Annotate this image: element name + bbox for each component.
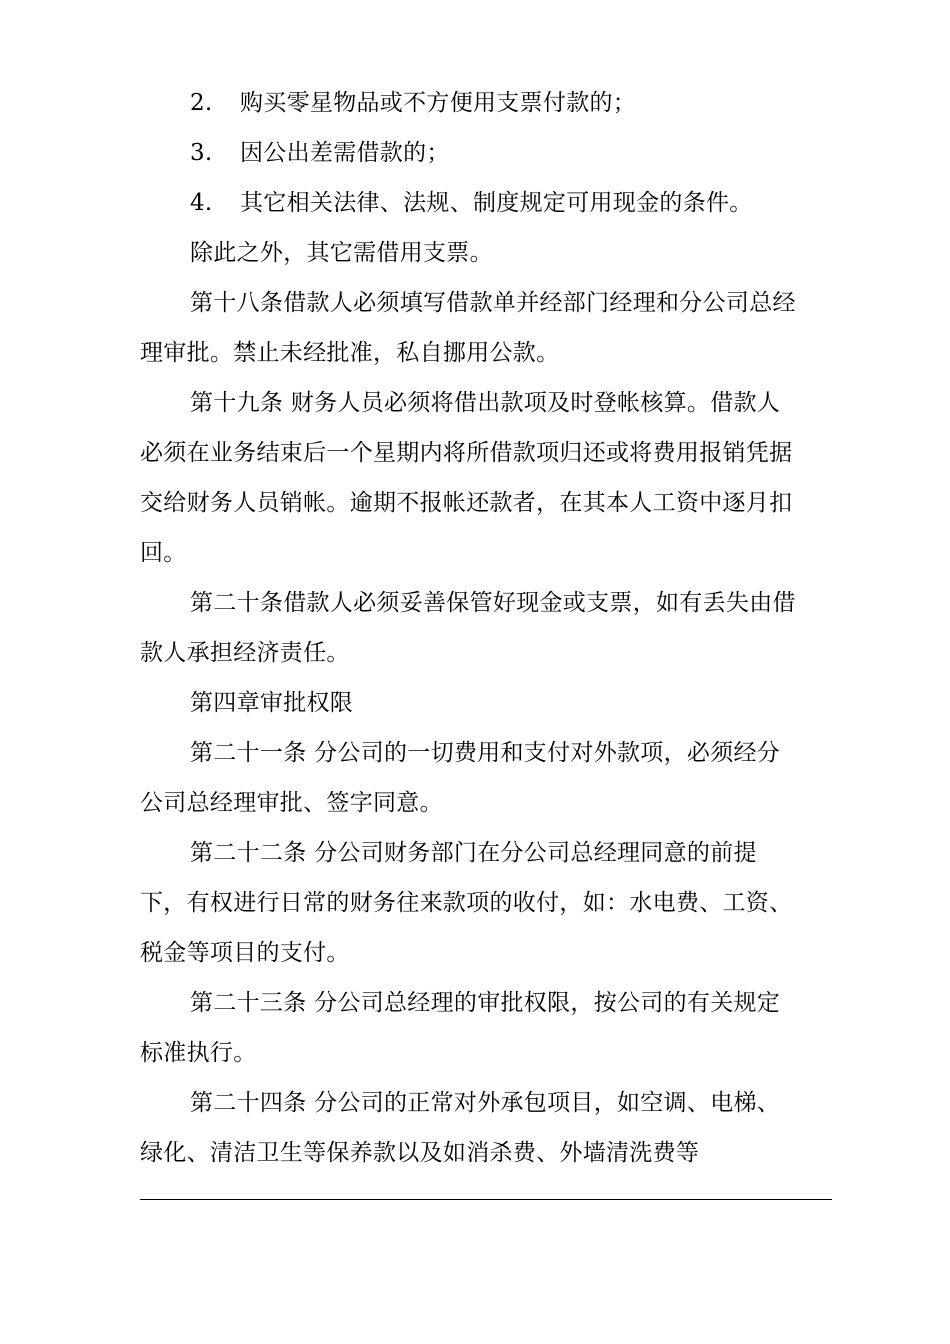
list-item-number: 2. xyxy=(190,90,213,116)
article-19-line: 回。 xyxy=(140,540,187,566)
article-19-line: 交给财务人员销帐。逾期不报帐还款者，在其本人工资中逐月扣 xyxy=(140,490,793,516)
list-item xyxy=(140,178,832,228)
article-24-line: 第二十四条 分公司的正常对外承包项目，如空调、电梯、 xyxy=(190,1090,781,1116)
article-21-line: 公司总经理审批、签字同意。 xyxy=(140,790,443,816)
article-22-line: 下，有权进行日常的财务往来款项的收付，如：水电费、工资、 xyxy=(140,890,793,916)
list-item xyxy=(140,78,832,128)
chapter-heading: 第四章审批权限 xyxy=(190,690,354,716)
article-22-line: 第二十二条 分公司财务部门在分公司总经理同意的前提 xyxy=(190,840,757,866)
footer-divider xyxy=(140,1199,832,1200)
paragraph-line: 除此之外，其它需借用支票。 xyxy=(190,240,493,266)
list-item xyxy=(140,128,832,178)
document-page xyxy=(140,78,832,1178)
article-19-line: 必须在业务结束后一个星期内将所借款项归还或将费用报销凭据 xyxy=(140,440,793,466)
article-19-line: 第十九条 财务人员必须将借出款项及时登帐核算。借款人 xyxy=(190,390,781,416)
article-23-line: 第二十三条 分公司总经理的审批权限，按公司的有关规定 xyxy=(190,990,781,1016)
list-item-number: 3. xyxy=(190,140,213,166)
article-20-line: 第二十条借款人必须妥善保管好现金或支票，如有丢失由借 xyxy=(190,590,796,616)
list-item-text: 其它相关法律、法规、制度规定可用现金的条件。 xyxy=(240,190,753,216)
list-item-text: 购买零星物品或不方便用支票付款的； xyxy=(240,90,637,116)
list-item-number: 4. xyxy=(190,190,213,216)
article-18-line: 理审批。禁止未经批准，私自挪用公款。 xyxy=(140,340,560,366)
article-24-line: 绿化、清洁卫生等保养款以及如消杀费、外墙清洗费等 xyxy=(140,1140,700,1166)
article-23-line: 标准执行。 xyxy=(140,1040,257,1066)
article-21-line: 第二十一条 分公司的一切费用和支付对外款项，必须经分 xyxy=(190,740,781,766)
list-item-text: 因公出差需借款的； xyxy=(240,140,450,166)
article-22-line: 税金等项目的支付。 xyxy=(140,940,350,966)
article-18-line: 第十八条借款人必须填写借款单并经部门经理和分公司总经 xyxy=(190,290,796,316)
article-20-line: 款人承担经济责任。 xyxy=(140,640,350,666)
